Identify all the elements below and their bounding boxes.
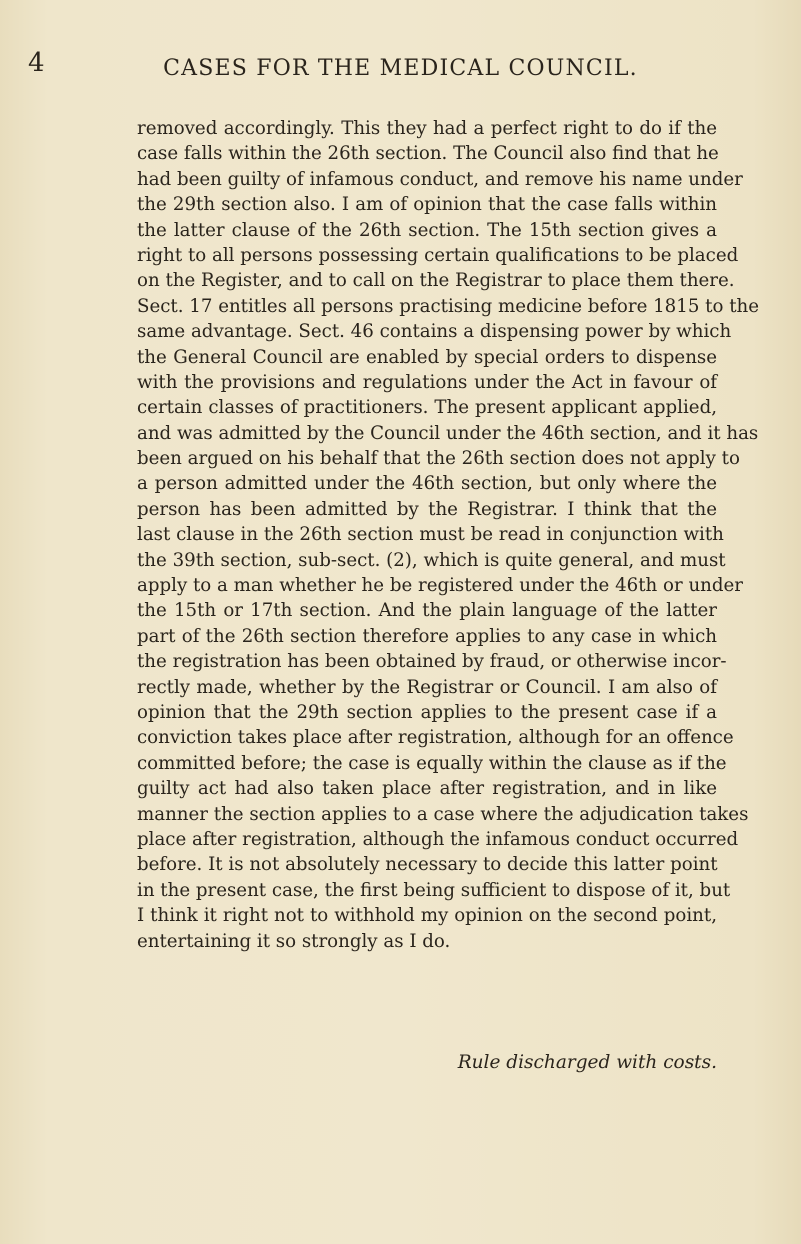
text-line-9: same advantage. Sect. 46 contains a dispensing power by which <box>137 321 732 343</box>
page-number: 4 <box>28 48 45 78</box>
text-line-1: removed accordingly. This they had a perfect right to do if the <box>137 118 717 139</box>
text-line-30: before. It is not absolutely necessary to decide this latter point <box>137 854 718 876</box>
text-line-32: I think it right not to withhold my opinion on the second point, <box>137 905 717 927</box>
text-line-33: entertaining it so strongly as I do. <box>137 930 451 952</box>
text-line-10: the General Council are enabled by special orders to dispense <box>137 346 717 368</box>
text-line-20: the 15th or 17th section. And the plain language of the latter <box>137 600 717 622</box>
text-line-5: the latter clause of the 26th section. The 15th section gives a <box>137 219 717 241</box>
text-line-8: Sect. 17 entitles all persons practising medicine before 1815 to the <box>137 295 760 317</box>
text-line-21: part of the 26th section therefore applies to any case in which <box>137 625 717 647</box>
text-line-28: manner the section applies to a case where the adjudication takes <box>137 803 749 825</box>
text-line-24: opinion that the 29th section applies to the present case if a <box>137 701 717 723</box>
text-line-29: place after registration, although the infamous conduct occurred <box>137 828 739 850</box>
text-line-14: been argued on his behalf that the 26th section does not apply to <box>137 448 740 470</box>
text-line-19: apply to a man whether he be registered under the 46th or under <box>137 575 743 597</box>
text-line-6: right to all persons possessing certain qualifications to be placed <box>137 244 739 266</box>
text-line-3: had been guilty of infamous conduct, and remove his name under <box>137 168 743 190</box>
text-line-31: in the present case, the first being sufficient to dispose of it, but <box>137 879 731 901</box>
text-line-23: rectly made, whether by the Registrar or Council. I am also of <box>137 676 717 698</box>
text-line-18: the 39th section, sub-sect. (2), which is quite general, and must <box>137 549 726 571</box>
text-line-26: committed before; the case is equally within the clause as if the <box>137 752 727 774</box>
text-line-25: conviction takes place after registration, although for an offence <box>137 727 734 749</box>
text-line-11: with the provisions and regulations under the Act in favour of <box>137 371 717 393</box>
text-line-12: certain classes of practitioners. The present applicant applied, <box>137 397 717 419</box>
text-line-17: last clause in the 26th section must be read in conjunction with <box>137 524 724 546</box>
text-line-2: case falls within the 26th section. The Council also find that he <box>137 143 719 165</box>
text-line-15: a person admitted under the 46th section, but only where the <box>137 473 717 495</box>
text-line-16: person has been admitted by the Registrar. I think that the <box>137 498 717 520</box>
text-line-7: on the Register, and to call on the Registrar to place them there. <box>137 270 735 292</box>
running-title: CASES FOR THE MEDICAL COUNCIL. <box>163 56 638 81</box>
text-line-13: and was admitted by the Council under the 46th section, and it has <box>137 422 759 444</box>
text-line-4: the 29th section also. I am of opinion that the case falls within <box>137 194 717 216</box>
text-line-27: guilty act had also taken place after registration, and in like <box>137 778 717 800</box>
text-line-22: the registration has been obtained by fraud, or otherwise incor- <box>137 651 727 673</box>
body-paragraph <box>137 116 760 954</box>
ruling-signoff: Rule discharged with costs. <box>457 1052 717 1073</box>
